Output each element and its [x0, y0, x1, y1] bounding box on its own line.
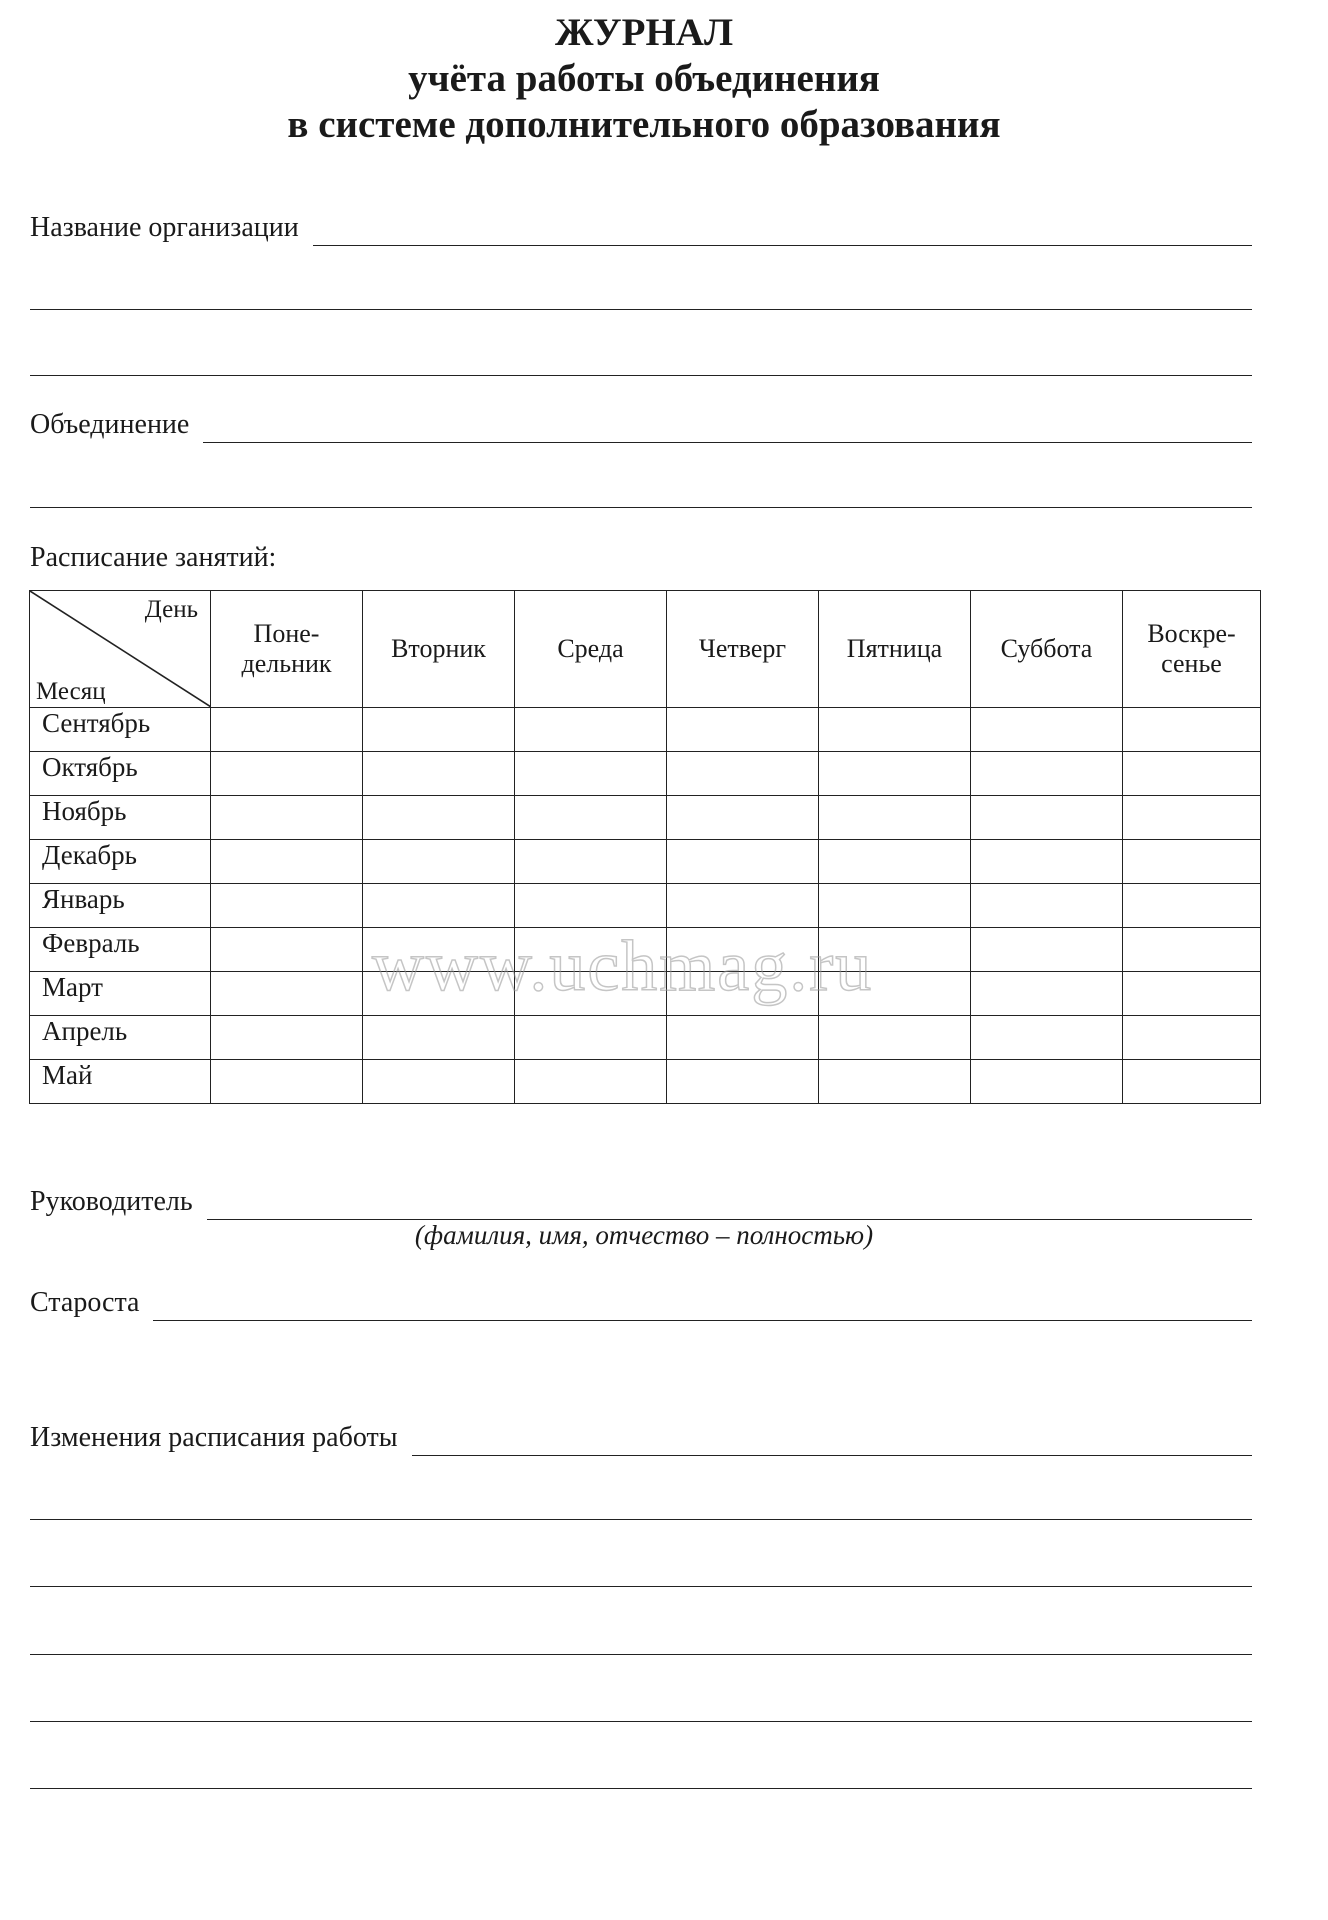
schedule-cell-saturday[interactable] [971, 972, 1123, 1016]
table-row [30, 928, 1261, 972]
schedule-cell-monday[interactable] [211, 1060, 363, 1104]
schedule-cell-saturday[interactable] [971, 884, 1123, 928]
schedule-cell-thursday[interactable] [667, 840, 819, 884]
day-header-saturday: Суббота [971, 591, 1123, 708]
schedule-cell-friday[interactable] [819, 796, 971, 840]
schedule-cell-sunday[interactable] [1123, 884, 1261, 928]
schedule-cell-monday[interactable] [211, 884, 363, 928]
schedule-cell-sunday[interactable] [1123, 796, 1261, 840]
changes-label: Изменения расписания работы [30, 1422, 398, 1453]
association-line[interactable] [203, 412, 1252, 443]
month-cell: Октябрь [30, 752, 211, 796]
schedule-cell-monday[interactable] [211, 708, 363, 752]
schedule-cell-sunday[interactable] [1123, 1016, 1261, 1060]
schedule-cell-friday[interactable] [819, 884, 971, 928]
schedule-cell-wednesday[interactable] [515, 1060, 667, 1104]
changes-line-2[interactable] [30, 1519, 1252, 1520]
document-title [0, 10, 1288, 148]
schedule-cell-wednesday[interactable] [515, 972, 667, 1016]
changes-line[interactable] [412, 1425, 1252, 1456]
organization-field[interactable] [30, 202, 1252, 246]
schedule-cell-monday[interactable] [211, 752, 363, 796]
corner-month-label: Месяц [36, 678, 106, 705]
schedule-cell-sunday[interactable] [1123, 928, 1261, 972]
changes-line-4[interactable] [30, 1654, 1252, 1655]
schedule-cell-saturday[interactable] [971, 840, 1123, 884]
month-cell: Апрель [30, 1016, 211, 1060]
month-cell: Февраль [30, 928, 211, 972]
schedule-cell-tuesday[interactable] [363, 840, 515, 884]
schedule-cell-thursday[interactable] [667, 796, 819, 840]
day-header-monday: Поне- дельник [211, 591, 363, 708]
schedule-cell-friday[interactable] [819, 972, 971, 1016]
headman-field[interactable] [30, 1277, 1252, 1321]
schedule-cell-friday[interactable] [819, 840, 971, 884]
headman-line[interactable] [153, 1290, 1252, 1321]
schedule-cell-thursday[interactable] [667, 884, 819, 928]
month-cell: Сентябрь [30, 708, 211, 752]
association-field[interactable] [30, 399, 1252, 443]
association-label: Объединение [30, 409, 190, 440]
table-row [30, 1060, 1261, 1104]
schedule-cell-saturday[interactable] [971, 1016, 1123, 1060]
schedule-cell-wednesday[interactable] [515, 1016, 667, 1060]
schedule-cell-monday[interactable] [211, 928, 363, 972]
schedule-cell-tuesday[interactable] [363, 1016, 515, 1060]
schedule-cell-monday[interactable] [211, 1016, 363, 1060]
schedule-cell-wednesday[interactable] [515, 928, 667, 972]
schedule-cell-sunday[interactable] [1123, 708, 1261, 752]
schedule-cell-tuesday[interactable] [363, 884, 515, 928]
schedule-cell-tuesday[interactable] [363, 1060, 515, 1104]
schedule-cell-saturday[interactable] [971, 1060, 1123, 1104]
table-corner-cell [30, 591, 211, 708]
schedule-cell-tuesday[interactable] [363, 708, 515, 752]
schedule-cell-saturday[interactable] [971, 796, 1123, 840]
schedule-cell-thursday[interactable] [667, 752, 819, 796]
schedule-cell-wednesday[interactable] [515, 708, 667, 752]
day-header-thursday: Четверг [667, 591, 819, 708]
month-cell: Март [30, 972, 211, 1016]
leader-line[interactable] [207, 1189, 1252, 1220]
leader-hint: (фамилия, имя, отчество – полностью) [414, 1220, 874, 1250]
month-cell: Ноябрь [30, 796, 211, 840]
table-row [30, 884, 1261, 928]
day-header-friday: Пятница [819, 591, 971, 708]
headman-label: Староста [30, 1287, 140, 1318]
day-header-sunday: Воскре- сенье [1123, 591, 1261, 708]
organization-line-2[interactable] [30, 309, 1252, 310]
schedule-table [29, 590, 1261, 1104]
schedule-cell-wednesday[interactable] [515, 884, 667, 928]
day-header-wednesday: Среда [515, 591, 667, 708]
changes-line-3[interactable] [30, 1586, 1252, 1587]
leader-field[interactable] [30, 1176, 1252, 1220]
schedule-cell-friday[interactable] [819, 1016, 971, 1060]
schedule-cell-friday[interactable] [819, 928, 971, 972]
table-row [30, 752, 1261, 796]
title-line-2: учёта работы объединения [408, 57, 880, 100]
schedule-cell-tuesday[interactable] [363, 752, 515, 796]
schedule-cell-monday[interactable] [211, 972, 363, 1016]
schedule-cell-monday[interactable] [211, 840, 363, 884]
schedule-cell-tuesday[interactable] [363, 972, 515, 1016]
association-line-2[interactable] [30, 507, 1252, 508]
schedule-cell-wednesday[interactable] [515, 840, 667, 884]
schedule-cell-tuesday[interactable] [363, 796, 515, 840]
schedule-cell-sunday[interactable] [1123, 1060, 1261, 1104]
schedule-cell-friday[interactable] [819, 708, 971, 752]
schedule-label: Расписание занятий: [30, 542, 277, 573]
schedule-cell-sunday[interactable] [1123, 972, 1261, 1016]
month-cell: Декабрь [30, 840, 211, 884]
schedule-cell-saturday[interactable] [971, 928, 1123, 972]
changes-field[interactable] [30, 1412, 1252, 1456]
title-line-3: в системе дополнительного образования [287, 103, 1001, 146]
watermark: www.uchmag.ru [372, 926, 874, 1006]
leader-label: Руководитель [30, 1186, 193, 1217]
schedule-cell-sunday[interactable] [1123, 752, 1261, 796]
organization-line-3[interactable] [30, 375, 1252, 376]
changes-line-5[interactable] [30, 1721, 1252, 1722]
schedule-cell-monday[interactable] [211, 796, 363, 840]
corner-day-label: День [144, 596, 198, 623]
day-header-tuesday: Вторник [363, 591, 515, 708]
schedule-cell-saturday[interactable] [971, 708, 1123, 752]
schedule-cell-friday[interactable] [819, 1060, 971, 1104]
month-cell: Май [30, 1060, 211, 1104]
table-row [30, 972, 1261, 1016]
schedule-cell-wednesday[interactable] [515, 796, 667, 840]
schedule-cell-wednesday[interactable] [515, 752, 667, 796]
table-row [30, 708, 1261, 752]
schedule-cell-thursday[interactable] [667, 972, 819, 1016]
changes-line-6[interactable] [30, 1788, 1252, 1789]
table-row [30, 1016, 1261, 1060]
schedule-cell-thursday[interactable] [667, 928, 819, 972]
schedule-cell-thursday[interactable] [667, 708, 819, 752]
organization-label: Название организации [30, 212, 299, 243]
schedule-cell-sunday[interactable] [1123, 840, 1261, 884]
schedule-cell-thursday[interactable] [667, 1060, 819, 1104]
schedule-cell-friday[interactable] [819, 752, 971, 796]
title-line-1: ЖУРНАЛ [554, 11, 733, 54]
schedule-cell-thursday[interactable] [667, 1016, 819, 1060]
month-cell: Январь [30, 884, 211, 928]
table-row [30, 840, 1261, 884]
table-row [30, 796, 1261, 840]
organization-line[interactable] [313, 215, 1252, 246]
schedule-cell-saturday[interactable] [971, 752, 1123, 796]
schedule-cell-tuesday[interactable] [363, 928, 515, 972]
